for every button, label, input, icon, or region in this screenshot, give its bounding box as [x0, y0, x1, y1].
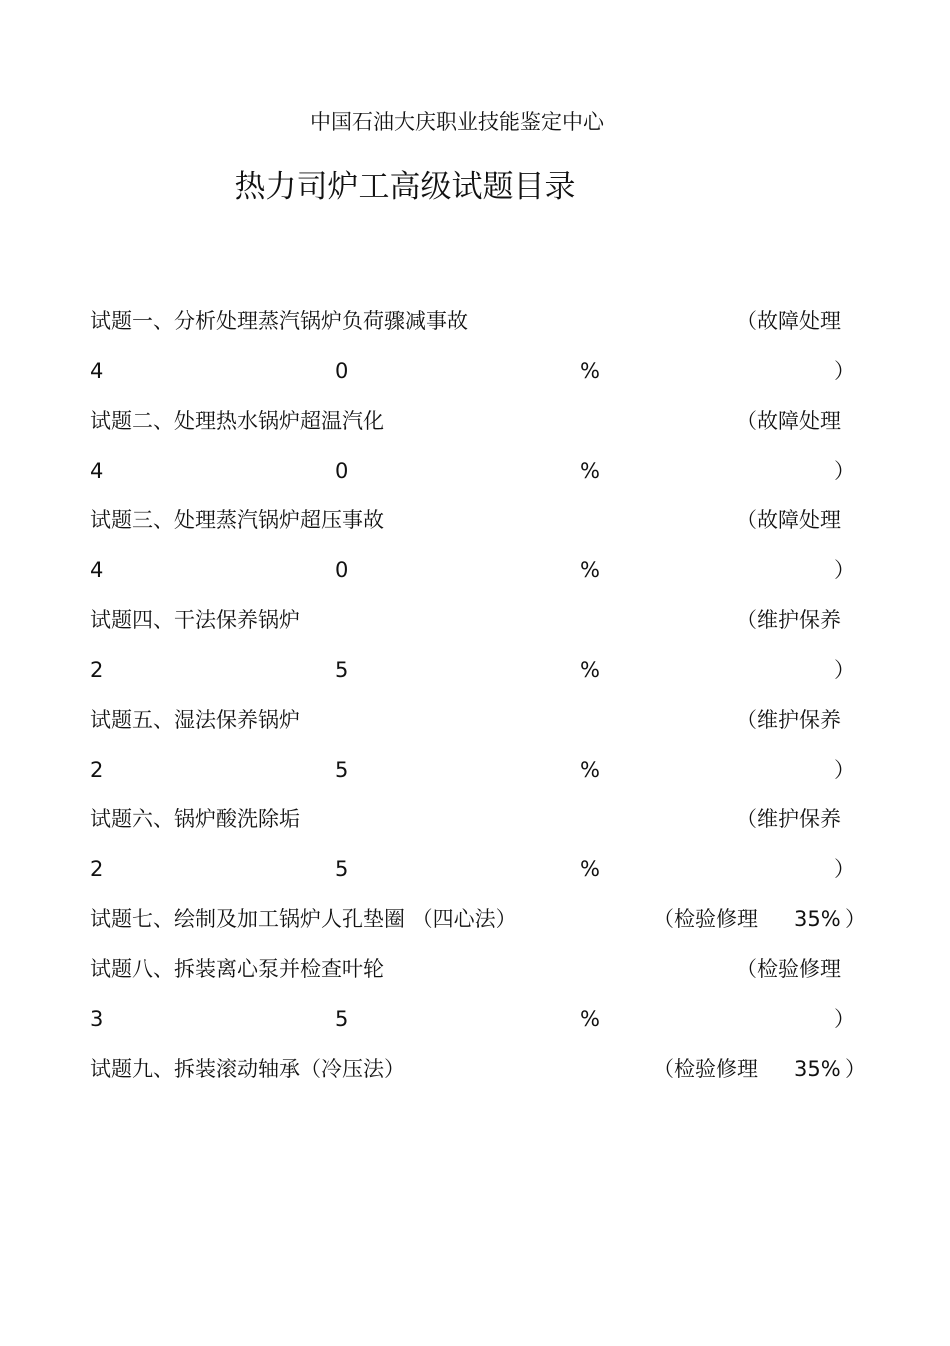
weight-digit-2: 0 — [335, 558, 349, 582]
closing-paren: ） — [834, 658, 855, 682]
question-label: 试题四、干法保养锅炉 — [90, 608, 300, 632]
question-label: 试题六、锅炉酸洗除垢 — [90, 807, 300, 831]
percent-sign: % — [580, 1007, 600, 1031]
question-category: （检验修理 — [653, 907, 758, 931]
closing-paren: ） — [834, 857, 855, 881]
closing-paren: ） — [834, 558, 855, 582]
question-weight-row — [90, 653, 860, 687]
question-label: 试题一、分析处理蒸汽锅炉负荷骤减事故 — [90, 309, 468, 333]
organization-name: 中国石油大庆职业技能鉴定中心 — [310, 110, 604, 134]
question-row — [90, 703, 860, 737]
question-label: 试题七、绘制及加工锅炉人孔垫圈 （四心法） — [90, 907, 517, 931]
percent-sign: % — [580, 658, 600, 682]
weight-digit-1: 4 — [90, 359, 104, 383]
question-weight-row — [90, 1002, 860, 1036]
closing-paren: ） — [845, 907, 866, 931]
question-weight-row — [90, 852, 860, 886]
weight-digit-2: 5 — [335, 758, 349, 782]
percent-sign: % — [580, 359, 600, 383]
percent-sign: % — [580, 558, 600, 582]
question-label: 试题八、拆装离心泵并检查叶轮 — [90, 957, 384, 981]
weight-digit-2: 5 — [335, 857, 349, 881]
percent-sign: % — [580, 857, 600, 881]
weight-digit-2: 0 — [335, 459, 349, 483]
question-label: 试题五、湿法保养锅炉 — [90, 708, 300, 732]
weight-digit-1: 3 — [90, 1007, 104, 1031]
question-weight-row — [90, 753, 860, 787]
weight-digit-1: 2 — [90, 857, 104, 881]
question-category: （故障处理 — [736, 508, 841, 532]
question-weight-row — [90, 354, 860, 388]
question-row — [90, 304, 860, 338]
question-row — [90, 902, 866, 936]
question-row — [90, 952, 860, 986]
question-label: 试题三、处理蒸汽锅炉超压事故 — [90, 508, 384, 532]
question-weight-row — [90, 553, 860, 587]
weight-digit-2: 5 — [335, 658, 349, 682]
question-weight: 35% — [794, 1057, 841, 1081]
question-category: （维护保养 — [736, 807, 841, 831]
weight-digit-1: 4 — [90, 558, 104, 582]
percent-sign: % — [580, 758, 600, 782]
question-category: （故障处理 — [736, 409, 841, 433]
question-category: （维护保养 — [736, 708, 841, 732]
closing-paren: ） — [834, 459, 855, 483]
question-category: （检验修理 — [736, 957, 841, 981]
weight-digit-1: 2 — [90, 658, 104, 682]
question-row — [90, 802, 860, 836]
closing-paren: ） — [845, 1057, 866, 1081]
weight-digit-2: 0 — [335, 359, 349, 383]
question-category: （故障处理 — [736, 309, 841, 333]
question-row — [90, 503, 860, 537]
question-row — [90, 404, 860, 438]
question-label: 试题二、处理热水锅炉超温汽化 — [90, 409, 384, 433]
question-row — [90, 603, 860, 637]
closing-paren: ） — [834, 1007, 855, 1031]
weight-digit-1: 2 — [90, 758, 104, 782]
closing-paren: ） — [834, 758, 855, 782]
weight-digit-2: 5 — [335, 1007, 349, 1031]
question-category: （维护保养 — [736, 608, 841, 632]
question-row — [90, 1052, 866, 1086]
closing-paren: ） — [834, 359, 855, 383]
question-label: 试题九、拆装滚动轴承（冷压法） — [90, 1057, 405, 1081]
question-weight-row — [90, 454, 860, 488]
question-weight: 35% — [794, 907, 841, 931]
document-title: 热力司炉工高级试题目录 — [234, 169, 576, 205]
weight-digit-1: 4 — [90, 459, 104, 483]
question-category: （检验修理 — [653, 1057, 758, 1081]
percent-sign: % — [580, 459, 600, 483]
